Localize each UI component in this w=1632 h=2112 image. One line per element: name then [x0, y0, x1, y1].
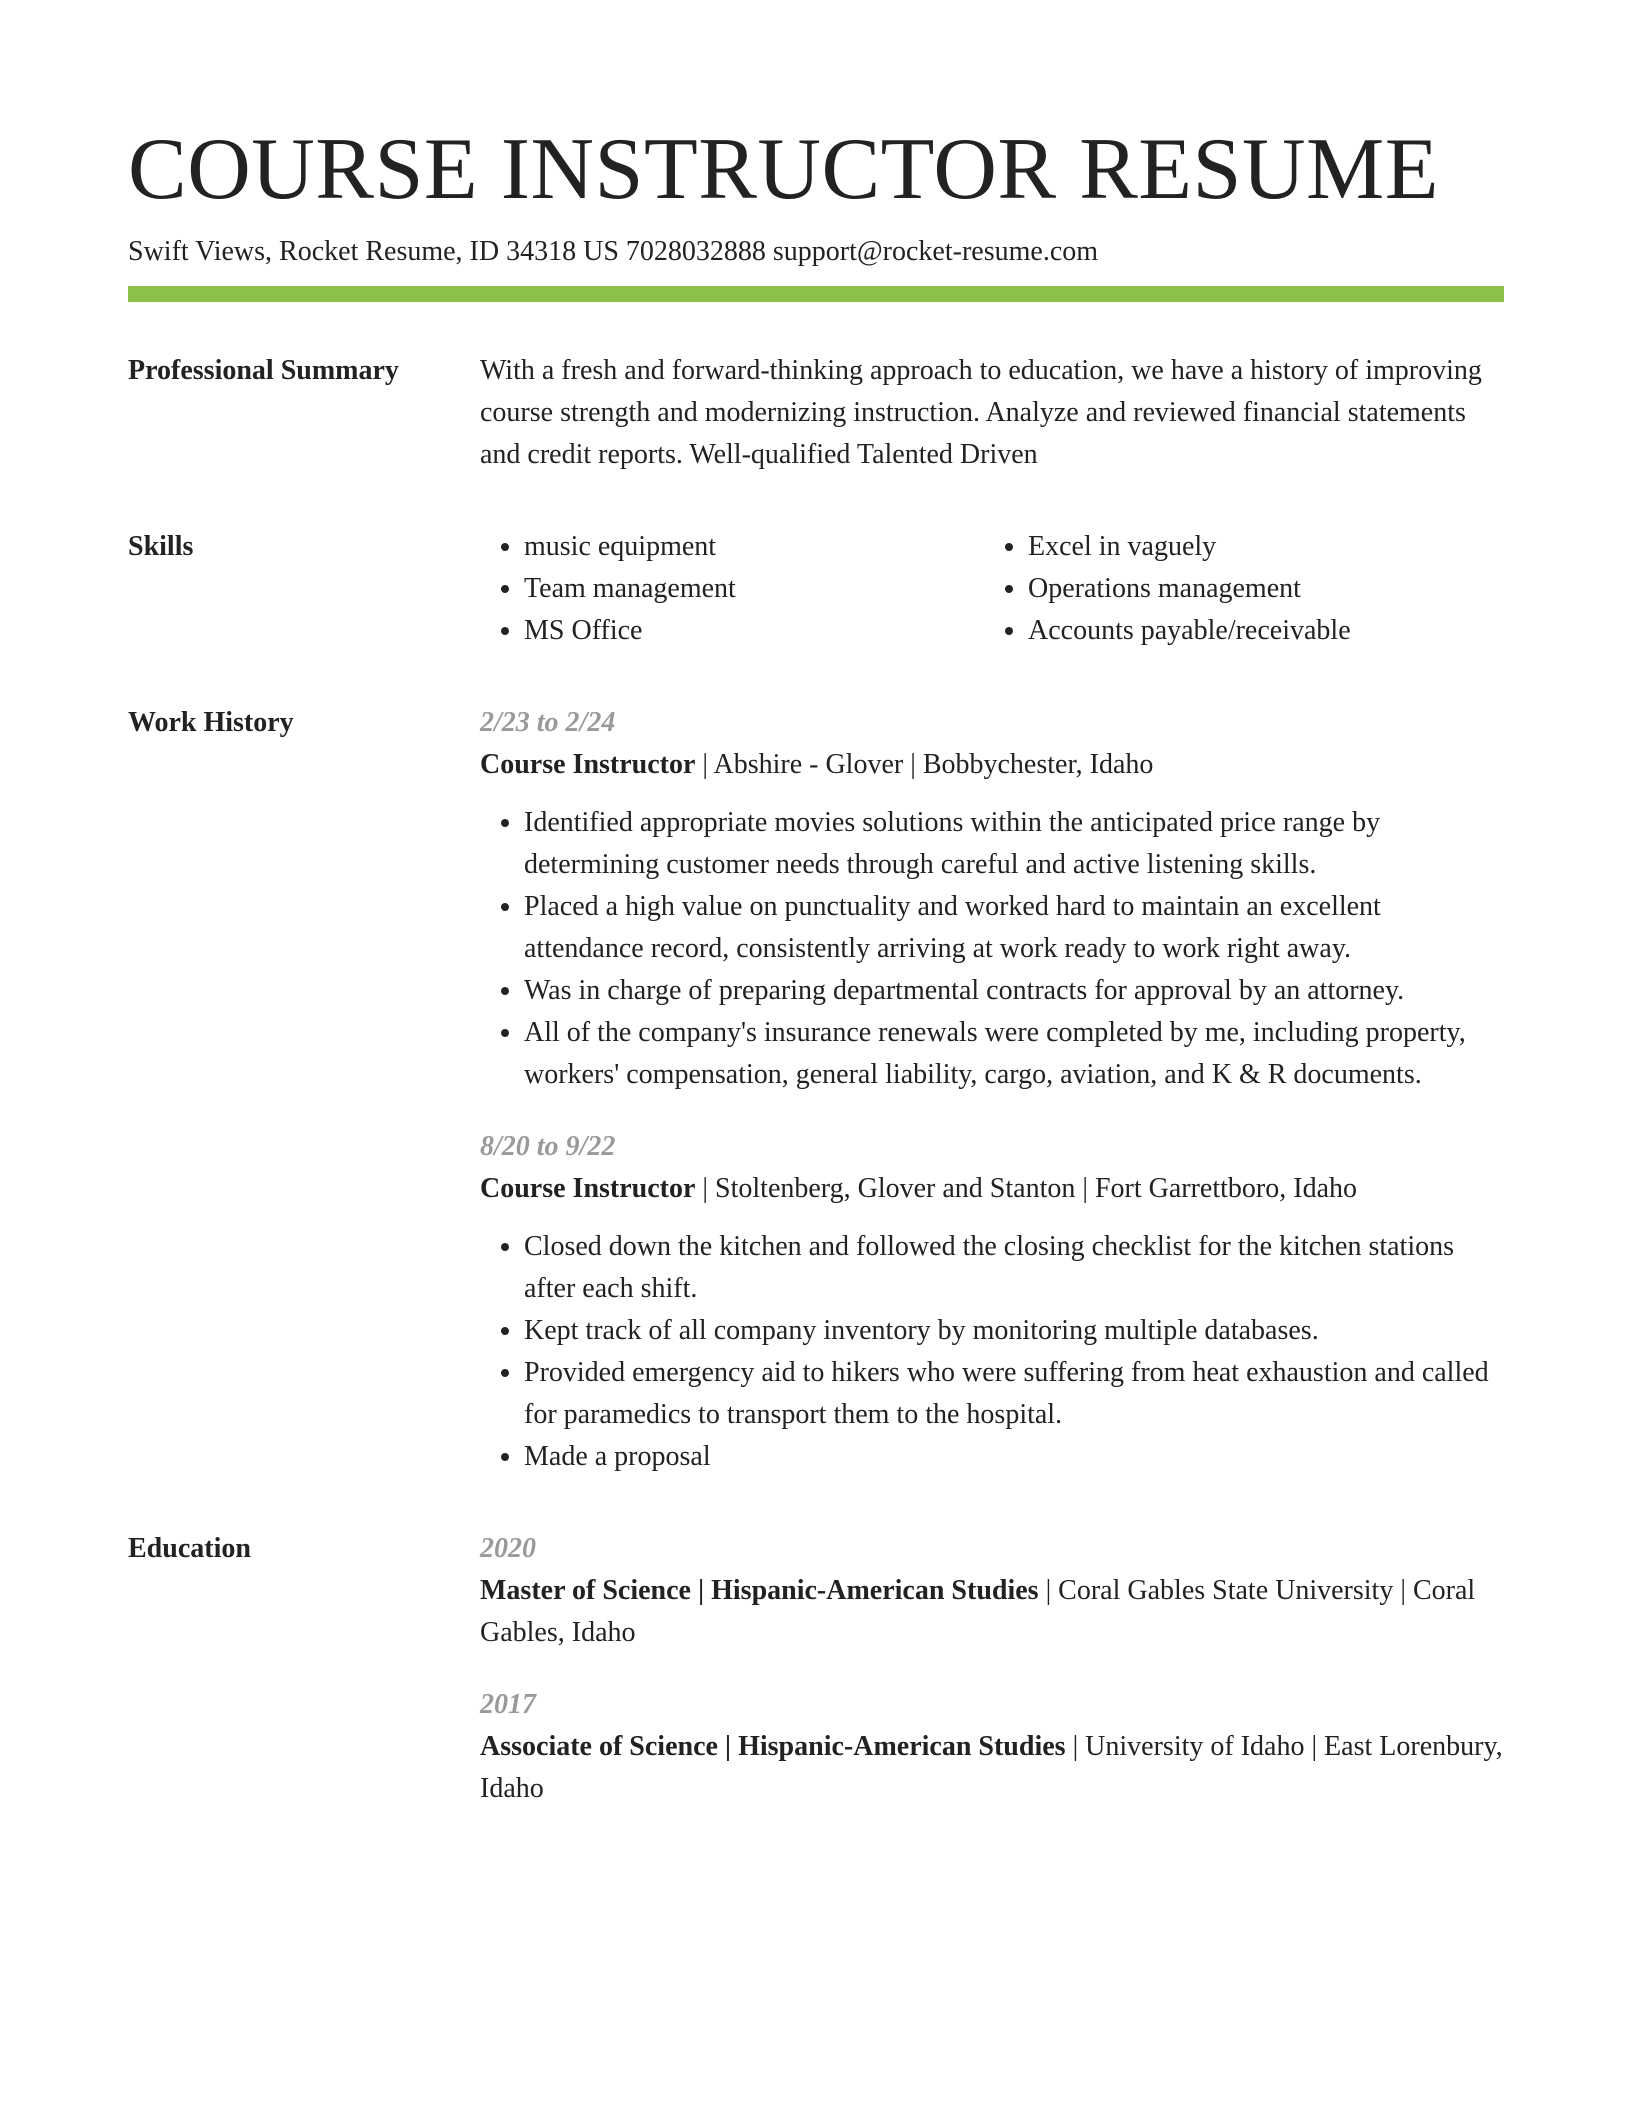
degree-title: Master of Science | Hispanic-American Studies	[480, 1575, 1039, 1606]
education-section	[128, 1528, 1504, 1810]
contact-line: Swift Views, Rocket Resume, ID 34318 US 7028032888 support@rocket-resume.com	[128, 236, 1099, 267]
job-entry	[480, 702, 1504, 1096]
summary-section	[128, 350, 1504, 476]
job-role-line	[480, 1168, 1504, 1210]
skills-heading: Skills	[128, 531, 194, 562]
skills-section	[128, 526, 1504, 652]
skills-list-right	[984, 526, 1508, 652]
job-title: Course Instructor	[480, 1173, 696, 1204]
skill-item: • Team management	[524, 568, 984, 610]
summary-text: With a fresh and forward-thinking approach to education, we have a history of improving course strength and modernizing instruction. Analyze and reviewed financial statements and credit reports. Well-qualified Talented Driven	[480, 355, 1482, 470]
skill-item: • Accounts payable/receivable	[1028, 610, 1508, 652]
duty-item: • Kept track of all company inventory by monitoring multiple databases.	[524, 1310, 1504, 1352]
duty-item: • Made a proposal	[524, 1436, 1504, 1478]
resume-page	[128, 118, 1504, 1810]
job-duties	[480, 802, 1504, 1096]
education-line	[480, 1570, 1504, 1654]
duty-item: • Identified appropriate movies solutions within the anticipated price range by determining customer needs through careful and active listening skills.	[524, 802, 1504, 886]
school-details: | Coral Gables State University | Coral Gables, Idaho	[480, 1575, 1476, 1648]
school-details: | University of Idaho | East Lorenbury, Idaho	[480, 1731, 1503, 1804]
job-dates: 8/20 to 9/22	[480, 1131, 616, 1162]
skill-item: • MS Office	[524, 610, 984, 652]
job-dates: 2/23 to 2/24	[480, 707, 616, 738]
summary-heading: Professional Summary	[128, 355, 399, 386]
job-details: | Stoltenberg, Glover and Stanton | Fort Garrettboro, Idaho	[695, 1173, 1357, 1204]
duty-item: • Provided emergency aid to hikers who were suffering from heat exhaustion and called for paramedics to transport them to the hospital.	[524, 1352, 1504, 1436]
education-heading: Education	[128, 1533, 251, 1564]
degree-title: Associate of Science | Hispanic-American Studies	[480, 1731, 1066, 1762]
skills-list-left	[480, 526, 984, 652]
job-details: | Abshire - Glover | Bobbychester, Idaho	[695, 749, 1154, 780]
work-history-heading: Work History	[128, 707, 294, 738]
resume-title: COURSE INSTRUCTOR RESUME	[128, 121, 1440, 218]
duty-item: • Was in charge of preparing departmental contracts for approval by an attorney.	[524, 970, 1504, 1012]
skill-item: • Excel in vaguely	[1028, 526, 1508, 568]
job-entry	[480, 1126, 1504, 1478]
education-line	[480, 1726, 1504, 1810]
education-year: 2020	[480, 1533, 536, 1564]
duty-item: • All of the company's insurance renewals were completed by me, including property, workers' compensation, general liability, cargo, aviation, and K & R documents.	[524, 1012, 1504, 1096]
education-year: 2017	[480, 1689, 536, 1720]
job-role-line	[480, 744, 1504, 786]
education-entry	[480, 1528, 1504, 1654]
duty-item: • Placed a high value on punctuality and worked hard to maintain an excellent attendance record, consistently arriving at work ready to work right away.	[524, 886, 1504, 970]
job-title: Course Instructor	[480, 749, 696, 780]
duty-item: • Closed down the kitchen and followed the closing checklist for the kitchen stations after each shift.	[524, 1226, 1504, 1310]
education-entry	[480, 1684, 1504, 1810]
skill-item: • music equipment	[524, 526, 984, 568]
skill-item: • Operations management	[1028, 568, 1508, 610]
job-duties	[480, 1226, 1504, 1478]
work-history-section	[128, 702, 1504, 1478]
accent-divider	[128, 286, 1504, 302]
